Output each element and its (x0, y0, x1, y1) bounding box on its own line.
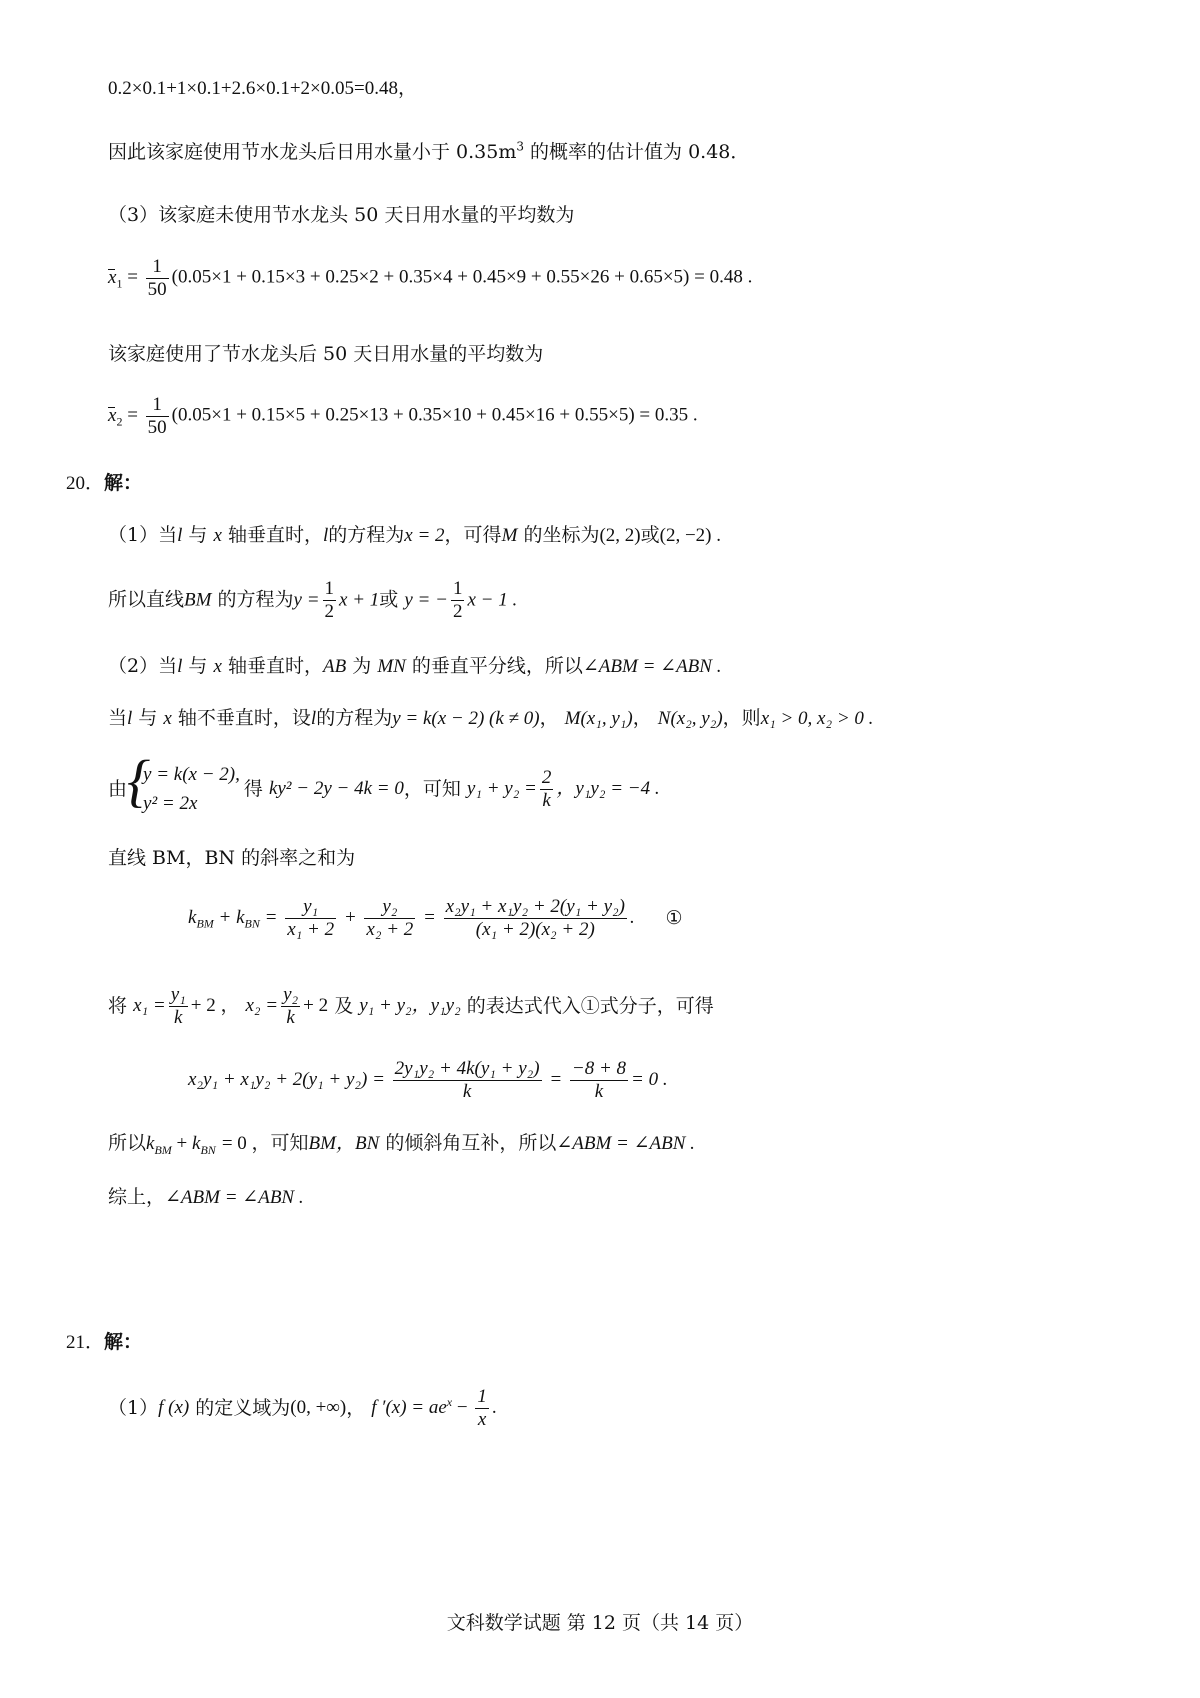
plus: + (218, 906, 232, 928)
page-footer: 文科数学试题 第 12 页（共 14 页） (446, 1612, 754, 1634)
xbar-sub: 2 (116, 414, 123, 429)
text: 的表达式代入①式分子，可得 (466, 994, 714, 1017)
k-symbol: k (192, 1133, 201, 1154)
equals-sign: = (127, 404, 138, 426)
var-l: l (322, 525, 329, 546)
frac-num: 1 (146, 256, 169, 279)
point-M: M(x₁, y₁) (564, 708, 633, 729)
xbar-sub: 1 (116, 276, 123, 291)
equals: = (423, 906, 436, 928)
text: （1）当 (108, 524, 178, 546)
value-fraction (570, 1058, 628, 1103)
math: ky² − 2y − 4k = 0 (268, 778, 404, 800)
prob-text-end: 的概率的估计值为 0.48． (524, 141, 750, 163)
text: 的坐标为 (523, 524, 600, 546)
bm-equation-line (108, 578, 517, 623)
xbar-symbol: x (108, 404, 117, 426)
text: （2）当 (108, 655, 178, 677)
frac-num: y₁ (285, 896, 336, 919)
q21-solution-label: 解： (104, 1331, 143, 1353)
equals-sign: = (127, 266, 138, 288)
text: 为 (352, 655, 372, 677)
frac-den: k (286, 1006, 295, 1028)
frac-num: y₁ (170, 984, 186, 1005)
math: (0, +∞) (290, 1396, 347, 1418)
k-sub: BM (196, 916, 214, 931)
math: + 2 (303, 994, 329, 1016)
part3-intro: （3）该家庭未使用节水龙头 50 天日用水量的平均数为 (108, 204, 575, 226)
mean1-expr: (0.05×1 + 0.15×3 + 0.25×2 + 0.35×4 + 0.45×9 + 0.55×26 + 0.65×5) = 0.48 . (171, 266, 753, 288)
math: ∠ABM = ∠ABN . (582, 656, 722, 677)
frac-den: x₂ + 2 (366, 918, 414, 940)
substitution-line (108, 984, 714, 1029)
math: y = k(x − 2) (k ≠ 0) (392, 708, 540, 729)
text: 与 (138, 707, 158, 729)
system-eq1: { y = k(x − 2), (143, 764, 240, 785)
frac-den: 50 (147, 416, 167, 438)
q20-nonvertical (108, 707, 873, 731)
frac-y2 (364, 896, 415, 941)
q20-number: 20． (66, 473, 105, 494)
num-fraction (393, 1058, 542, 1103)
frac-den: k (462, 1080, 472, 1102)
frac-num: −8 + 8 (571, 1058, 627, 1079)
y1-over-k (169, 984, 188, 1029)
numerator-computation (188, 1058, 668, 1103)
text: 的倾斜角互补，所以 (385, 1132, 557, 1154)
math: x₁ = (133, 994, 166, 1016)
var-MN: MN (377, 656, 406, 677)
frac-den: k (173, 1006, 183, 1028)
text: 的方程为 (217, 588, 294, 611)
var-M: M (501, 525, 518, 546)
text: 或 (379, 588, 399, 611)
y2-over-k (281, 984, 300, 1029)
math: y₁ + y₂ = (466, 778, 537, 800)
prob-text: 因此该家庭使用节水龙头后日用水量小于 0.35m (108, 141, 517, 163)
var-AB: AB (322, 656, 347, 677)
half-fraction (323, 578, 337, 623)
point-N: N(x₂, y₂) (657, 708, 723, 729)
var-l: l (127, 708, 133, 729)
k-sub: BN (200, 1142, 216, 1157)
text: ，可得 (444, 524, 502, 546)
slope-sum-formula: $k_{BM} + k_{BN}$ = $\frac{\text{y₁}}{\text{x₁ + 2}}$ + $\frac{\text{y₂}}{\text{x₂ + 2}}$ = $\frac{\text{x₂y₁ + x₁y₂ + 2(y₁ + y₂)}}{\text{(x₁ + 2)(x₂ + 2)}}$ . ① (188, 896, 683, 940)
plus: + (343, 906, 357, 928)
math: (2, 2) (599, 525, 641, 546)
var-l: l (177, 656, 183, 677)
text: 的垂直平分线，所以 (411, 655, 583, 677)
math: x₂ = (245, 994, 279, 1016)
var-x: x (213, 525, 222, 546)
text: 得 (243, 778, 263, 801)
plus: + (176, 1133, 188, 1154)
combined-fraction (444, 896, 627, 941)
half-fraction (451, 578, 465, 623)
math: ∠ABM = ∠ABN . (556, 1133, 695, 1154)
text: 的定义域为 (195, 1396, 291, 1419)
mean2-equation (108, 394, 698, 439)
mean2-expr: (0.05×1 + 0.15×5 + 0.25×13 + 0.35×10 + 0.45×16 + 0.55×5) = 0.35 . (171, 404, 698, 426)
math: f ′(x) = ae (371, 1396, 447, 1418)
text: ， (346, 1396, 366, 1419)
text: 的方程为 (328, 524, 405, 546)
text: 轴垂直时， (227, 524, 323, 546)
frac-den: k (594, 1080, 604, 1102)
text: ，可知 (403, 778, 461, 801)
equation-system (131, 760, 240, 819)
after-intro: 该家庭使用了节水龙头后 50 天日用水量的平均数为 (108, 343, 544, 365)
q21-header (66, 1331, 142, 1355)
one-over-fifty (146, 394, 169, 439)
one-over-fifty (146, 256, 169, 301)
text: 轴不垂直时，设 (177, 707, 311, 729)
math: x − 1 . (467, 589, 518, 611)
frac-num: 2 (541, 767, 552, 789)
frac-num: 1 (146, 394, 169, 417)
text: （1） (108, 1396, 159, 1419)
frac-y1 (285, 896, 336, 941)
one-over-x (475, 1386, 489, 1431)
frac-den: (x₁ + 2)(x₂ + 2) (475, 918, 595, 940)
q20-solution-label: 解： (104, 472, 143, 494)
math: x = 2 (404, 525, 445, 546)
text: 由 (108, 778, 128, 801)
math: (2, −2) . (659, 525, 721, 546)
two-over-k (540, 767, 554, 812)
text: 所以直线 (108, 588, 185, 611)
equals: = (549, 1068, 563, 1090)
frac-num: 2y₁y₂ + 4k(y₁ + y₂) (394, 1058, 540, 1079)
prob-sup: 3 (516, 139, 525, 154)
q20-part2 (108, 655, 721, 679)
math: x₁ > 0, x₂ > 0 . (760, 708, 874, 729)
text: 综上， (108, 1186, 166, 1208)
math: x + 1 (339, 589, 380, 611)
math: y₁ + y₂，y₁y₂ (359, 994, 461, 1016)
text: 的方程为 (316, 707, 393, 729)
var-BM: BM (184, 589, 212, 611)
frac-den: k (542, 789, 551, 811)
text: 或 (640, 524, 660, 546)
q20-part1 (108, 524, 721, 548)
q21-part1: （1）f (x) 的定义域为(0, +∞)， f $'(x) = ae^x$ − $\frac{1}{x}$ . (108, 1386, 497, 1430)
conclusion-line (108, 1132, 695, 1156)
q21-number: 21． (66, 1332, 105, 1353)
math: ∠ABM = ∠ABN . (165, 1187, 304, 1208)
frac-num: y₂ (283, 984, 299, 1005)
frac-num: 1 (452, 578, 463, 599)
text: = 0 ，可知 (221, 1133, 309, 1154)
system-line (108, 760, 660, 819)
text: 与 (188, 655, 208, 677)
frac-den: 2 (452, 600, 463, 622)
summary-line (108, 1186, 304, 1210)
math: y = − (404, 589, 448, 611)
system-eq2: y² = 2x (143, 793, 198, 815)
math: y = (293, 589, 320, 611)
text: 所以 (108, 1132, 147, 1154)
k-symbol: k (146, 1133, 155, 1154)
frac-den: x₁ + 2 (287, 918, 335, 940)
var-x: x (163, 708, 172, 729)
xbar-symbol: x (108, 266, 117, 288)
math: BM，BN (308, 1133, 380, 1154)
math: ，y₁y₂ = −4 . (556, 778, 660, 800)
slope-intro: 直线 BM，BN 的斜率之和为 (108, 847, 356, 869)
frac-den: 50 (147, 278, 167, 300)
text: 与 (188, 524, 208, 546)
text: ，则 (722, 707, 761, 729)
math: = 0 . (631, 1068, 668, 1090)
exp-sup: x (446, 1395, 453, 1410)
calc-line: 0.2×0.1+1×0.1+2.6×0.1+2×0.05=0.48， (108, 78, 417, 99)
q20-header (66, 472, 142, 496)
frac-den: 2 (324, 600, 335, 622)
probability-line (108, 141, 749, 164)
frac-num: 1 (477, 1386, 487, 1407)
text: ， (539, 707, 559, 729)
var-l: l (177, 525, 183, 546)
text: ， (632, 707, 652, 729)
minus: − (452, 1396, 473, 1418)
mean1-equation (108, 256, 752, 301)
text: 及 (334, 994, 354, 1017)
text: 轴垂直时， (227, 655, 323, 677)
k-sub: BM (154, 1142, 172, 1157)
frac-num: x₂y₁ + x₁y₂ + 2(y₁ + y₂) (445, 896, 625, 917)
equals: = (264, 906, 278, 928)
frac-den: x (477, 1408, 487, 1430)
k-symbol: k (236, 906, 245, 928)
math: x₂y₁ + x₁y₂ + 2(y₁ + y₂) = (188, 1068, 385, 1090)
frac-num: 1 (324, 578, 335, 599)
math: + 2 ， (190, 994, 240, 1016)
k-symbol: k (188, 906, 197, 928)
text: 当 (108, 707, 128, 729)
k-sub: BN (244, 916, 260, 931)
equation-marker: ① (665, 906, 683, 929)
var-x: x (213, 656, 222, 677)
text: 将 (108, 994, 128, 1017)
var-l: l (310, 708, 317, 729)
math: f (x) (158, 1396, 190, 1418)
frac-num: y₂ (364, 896, 415, 919)
